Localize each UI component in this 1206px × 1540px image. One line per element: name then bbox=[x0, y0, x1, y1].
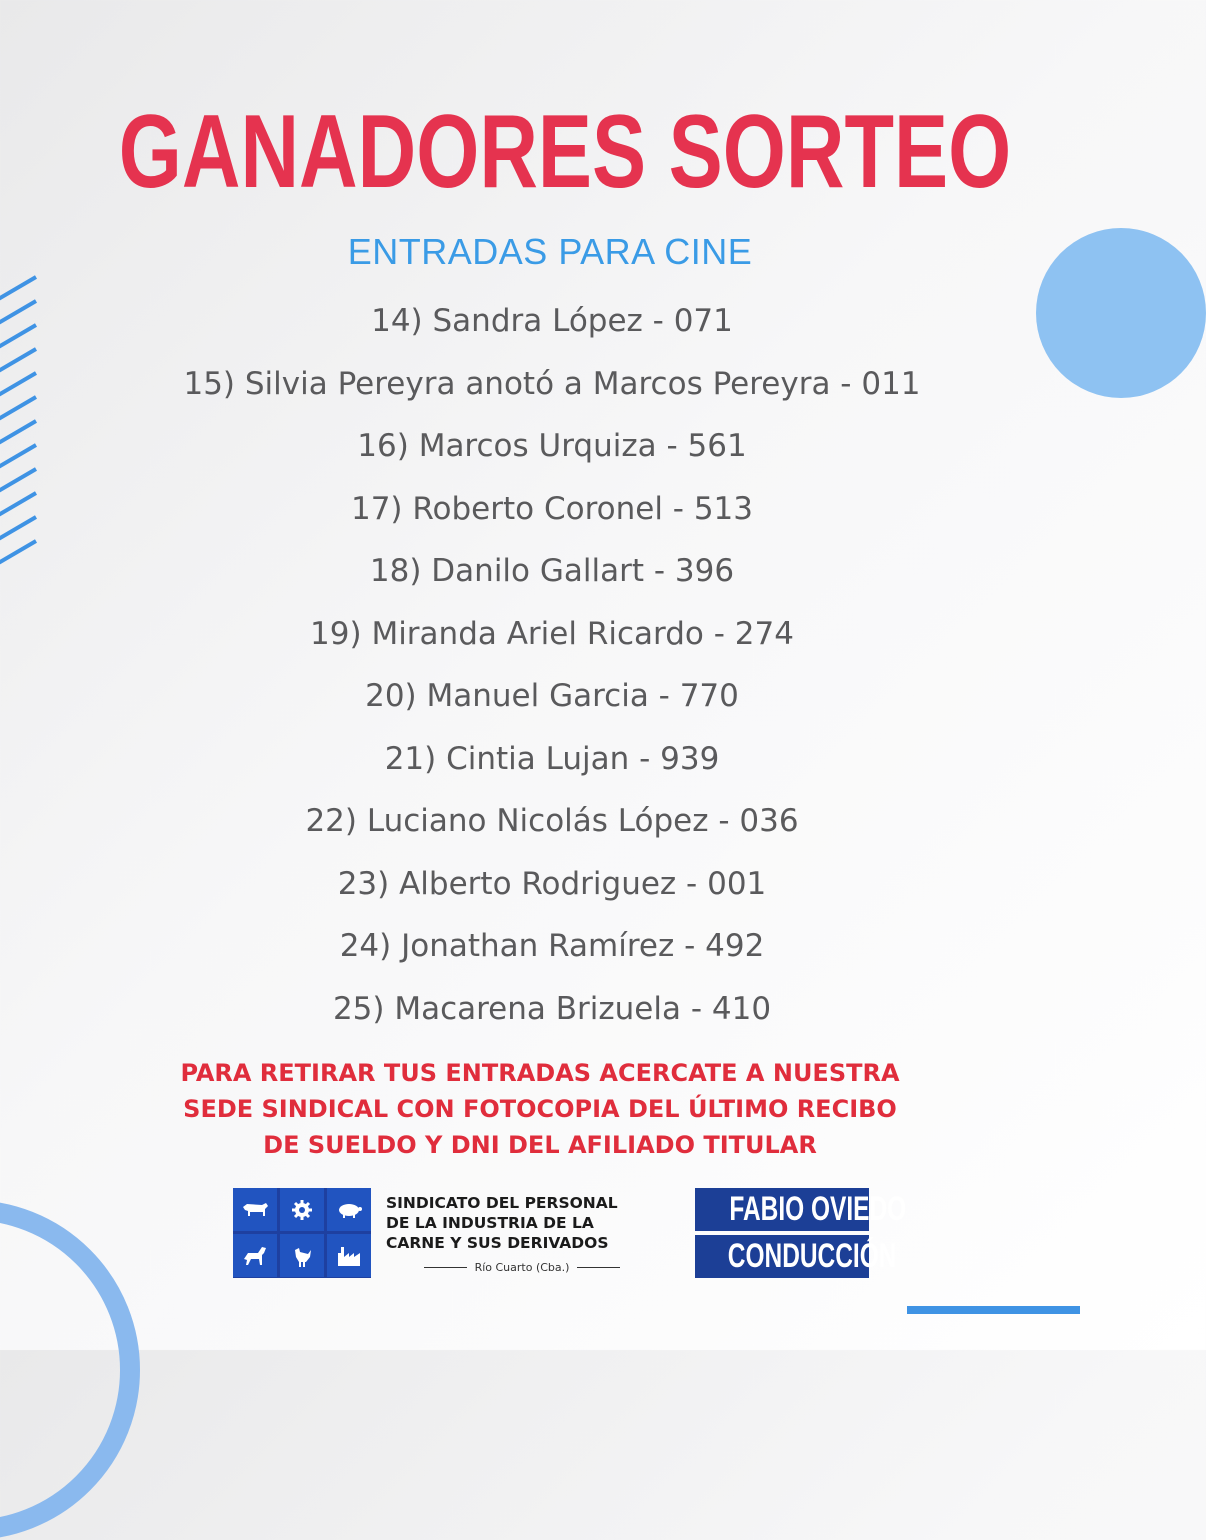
list-item: 25) Macarena Brizuela - 410 bbox=[332, 990, 772, 1027]
divider bbox=[577, 1267, 620, 1269]
pig-icon bbox=[327, 1188, 371, 1231]
list-item: 18) Danilo Gallart - 396 bbox=[369, 553, 735, 589]
horse-icon bbox=[233, 1234, 277, 1277]
brand-name-badge bbox=[695, 1188, 907, 1231]
union-name-line: CARNE Y SUS DERIVADOS bbox=[386, 1234, 609, 1252]
union-location bbox=[424, 1261, 620, 1274]
list-item: 22) Luciano Nicolás López - 036 bbox=[305, 803, 799, 839]
union-name-line: DE LA INDUSTRIA DE LA bbox=[386, 1214, 594, 1232]
union-name bbox=[386, 1193, 676, 1253]
arc-decoration bbox=[0, 1200, 140, 1540]
page-title: GANADORES SORTEO bbox=[118, 94, 1012, 210]
chicken-icon bbox=[280, 1234, 324, 1277]
divider bbox=[424, 1267, 467, 1269]
factory-icon bbox=[327, 1234, 371, 1277]
list-item: 24) Jonathan Ramírez - 492 bbox=[339, 928, 765, 964]
list-item: 23) Alberto Rodriguez - 001 bbox=[337, 865, 767, 902]
list-item: 19) Miranda Ariel Ricardo - 274 bbox=[310, 615, 794, 652]
notice-line: PARA RETIRAR TUS ENTRADAS ACERCATE A NUESTRA bbox=[180, 1059, 900, 1087]
union-name-line: SINDICATO DEL PERSONAL bbox=[386, 1194, 618, 1212]
cow-icon bbox=[233, 1188, 277, 1231]
notice-line: SEDE SINDICAL CON FOTOCOPIA DEL ÚLTIMO RECIBO bbox=[183, 1095, 897, 1123]
list-item: 21) Cintia Lujan - 939 bbox=[384, 740, 720, 777]
union-city-label: Río Cuarto (Cba.) bbox=[474, 1261, 570, 1274]
brand-tagline: CONDUCCIÓN bbox=[727, 1237, 897, 1275]
pickup-notice bbox=[0, 1055, 1080, 1163]
list-item: 15) Silvia Pereyra anotó a Marcos Pereyra - 011 bbox=[183, 365, 921, 402]
gear-icon bbox=[280, 1188, 324, 1231]
list-item: 14) Sandra López - 071 bbox=[371, 303, 733, 339]
list-item: 20) Manuel Garcia - 770 bbox=[365, 678, 739, 714]
brand-name: FABIO OVIEDO bbox=[729, 1190, 907, 1228]
union-logo bbox=[233, 1188, 371, 1278]
list-item: 16) Marcos Urquiza - 561 bbox=[357, 428, 747, 464]
brand-tagline-badge bbox=[695, 1235, 897, 1278]
winners-list bbox=[0, 290, 1104, 1040]
list-item: 17) Roberto Coronel - 513 bbox=[350, 490, 754, 527]
page-subtitle: ENTRADAS PARA CINE bbox=[347, 231, 753, 272]
notice-line: DE SUELDO Y DNI DEL AFILIADO TITULAR bbox=[263, 1131, 817, 1159]
line-decoration bbox=[907, 1306, 1080, 1314]
